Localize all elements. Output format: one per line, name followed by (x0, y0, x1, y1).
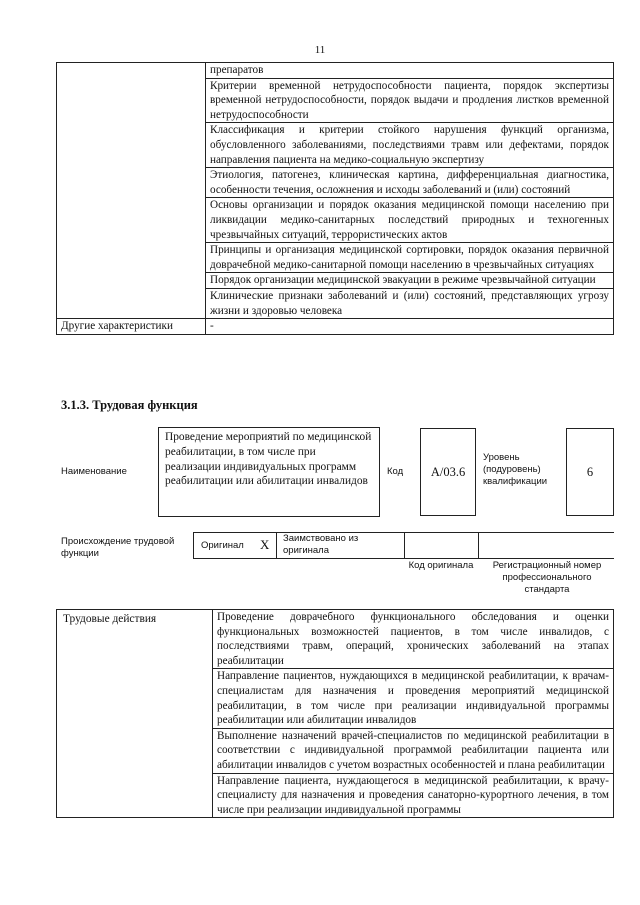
qualification-level-box: 6 (566, 428, 614, 516)
origin-label: Происхождение трудовой функции (61, 536, 175, 559)
section-heading: 3.1.3. Трудовая функция (61, 398, 198, 412)
origin-divider (478, 532, 479, 559)
table-row (57, 63, 614, 79)
table-cell: Критерии временной нетрудоспособности пациента, порядок экспертизы временной нетрудоспособности, порядок выдачи и продления листков временной нетрудоспособности (206, 78, 614, 123)
function-name-box: Проведение мероприятий по медицинской реабилитации, в том числе при реализации индивидуальных программ реабилитации или абилитации инвалидов (158, 427, 380, 517)
table-cell: препаратов (206, 63, 614, 79)
original-label: Оригинал (201, 540, 244, 551)
table-row (57, 319, 614, 335)
table-cell: Классификация и критерии стойкого нарушения функций организма, обусловленного заболеваниями, последствиями травм или дефектами, порядок направления пациента на медико-социальную экспертизу (206, 123, 614, 168)
function-code-box: А/03.6 (420, 428, 476, 516)
code-label: Код (387, 466, 404, 477)
labor-actions-table (56, 609, 614, 818)
origin-divider (193, 532, 194, 559)
table-cell: Направление пациента, нуждающегося в медицинской реабилитации, к врачу-специалисту для назначения и проведения санаторно-курортного лечения, в том числе при реализации индивидуальной программы (213, 773, 614, 818)
other-characteristics-value: - (206, 319, 614, 335)
original-mark: X (260, 537, 270, 552)
code-original-caption: Код оригинала (408, 560, 474, 571)
other-characteristics-label: Другие характеристики (57, 319, 206, 335)
registration-number-caption: Регистрационный номер профессионального стандарта (492, 560, 602, 595)
name-label: Наименование (61, 466, 127, 477)
knowledge-table (56, 62, 614, 335)
origin-divider (276, 532, 277, 559)
table-cell: Проведение доврачебного функционального обследования и оценки функциональных возможностей пациентов, в том числе инвалидов, с последствиями травм, операций, хронических заболеваний на этапах реабилитации (213, 610, 614, 669)
table-cell: Выполнение назначений врачей-специалистов по медицинской реабилитации в соответствии с индивидуальной программой реабилитации пациента или абилитации инвалидов с учетом возрастных особенностей и плана реабилитации (213, 728, 614, 773)
borrowed-label: Заимствовано из оригинала (283, 533, 359, 556)
table-cell: Порядок организации медицинской эвакуации в режиме чрезвычайной ситуации (206, 273, 614, 289)
table-cell: Клинические признаки заболеваний и (или) состояний, представляющих угрозу жизни и здоровью человека (206, 288, 614, 318)
table-cell: Этиология, патогенез, клиническая картина, дифференциальная диагностика, особенности течения, осложнения и исходы заболеваний и (или) состояний (206, 168, 614, 198)
table-cell-left (57, 63, 206, 319)
table-cell: Направление пациентов, нуждающихся в медицинской реабилитации, к врачам-специалистам для назначения и проведения мероприятий медицинской реабилитации, в том числе при реализации индивидуальной программы реабилитации или абилитации инвалидов (213, 669, 614, 728)
table-cell: Принципы и организация медицинской сортировки, порядок оказания первичной доврачебной медико-санитарной помощи населению в чрезвычайных ситуациях (206, 243, 614, 273)
origin-divider (404, 532, 405, 559)
page-number: 11 (314, 44, 326, 56)
level-label: Уровень (подуровень) квалификации (483, 452, 548, 487)
table-cell: Основы организации и порядок оказания медицинской помощи населению при ликвидации медико-санитарных последствий природных и техногенных чрезвычайных ситуаций, террористических актов (206, 198, 614, 243)
labor-actions-label: Трудовые действия (57, 610, 213, 818)
table-row (57, 610, 614, 669)
